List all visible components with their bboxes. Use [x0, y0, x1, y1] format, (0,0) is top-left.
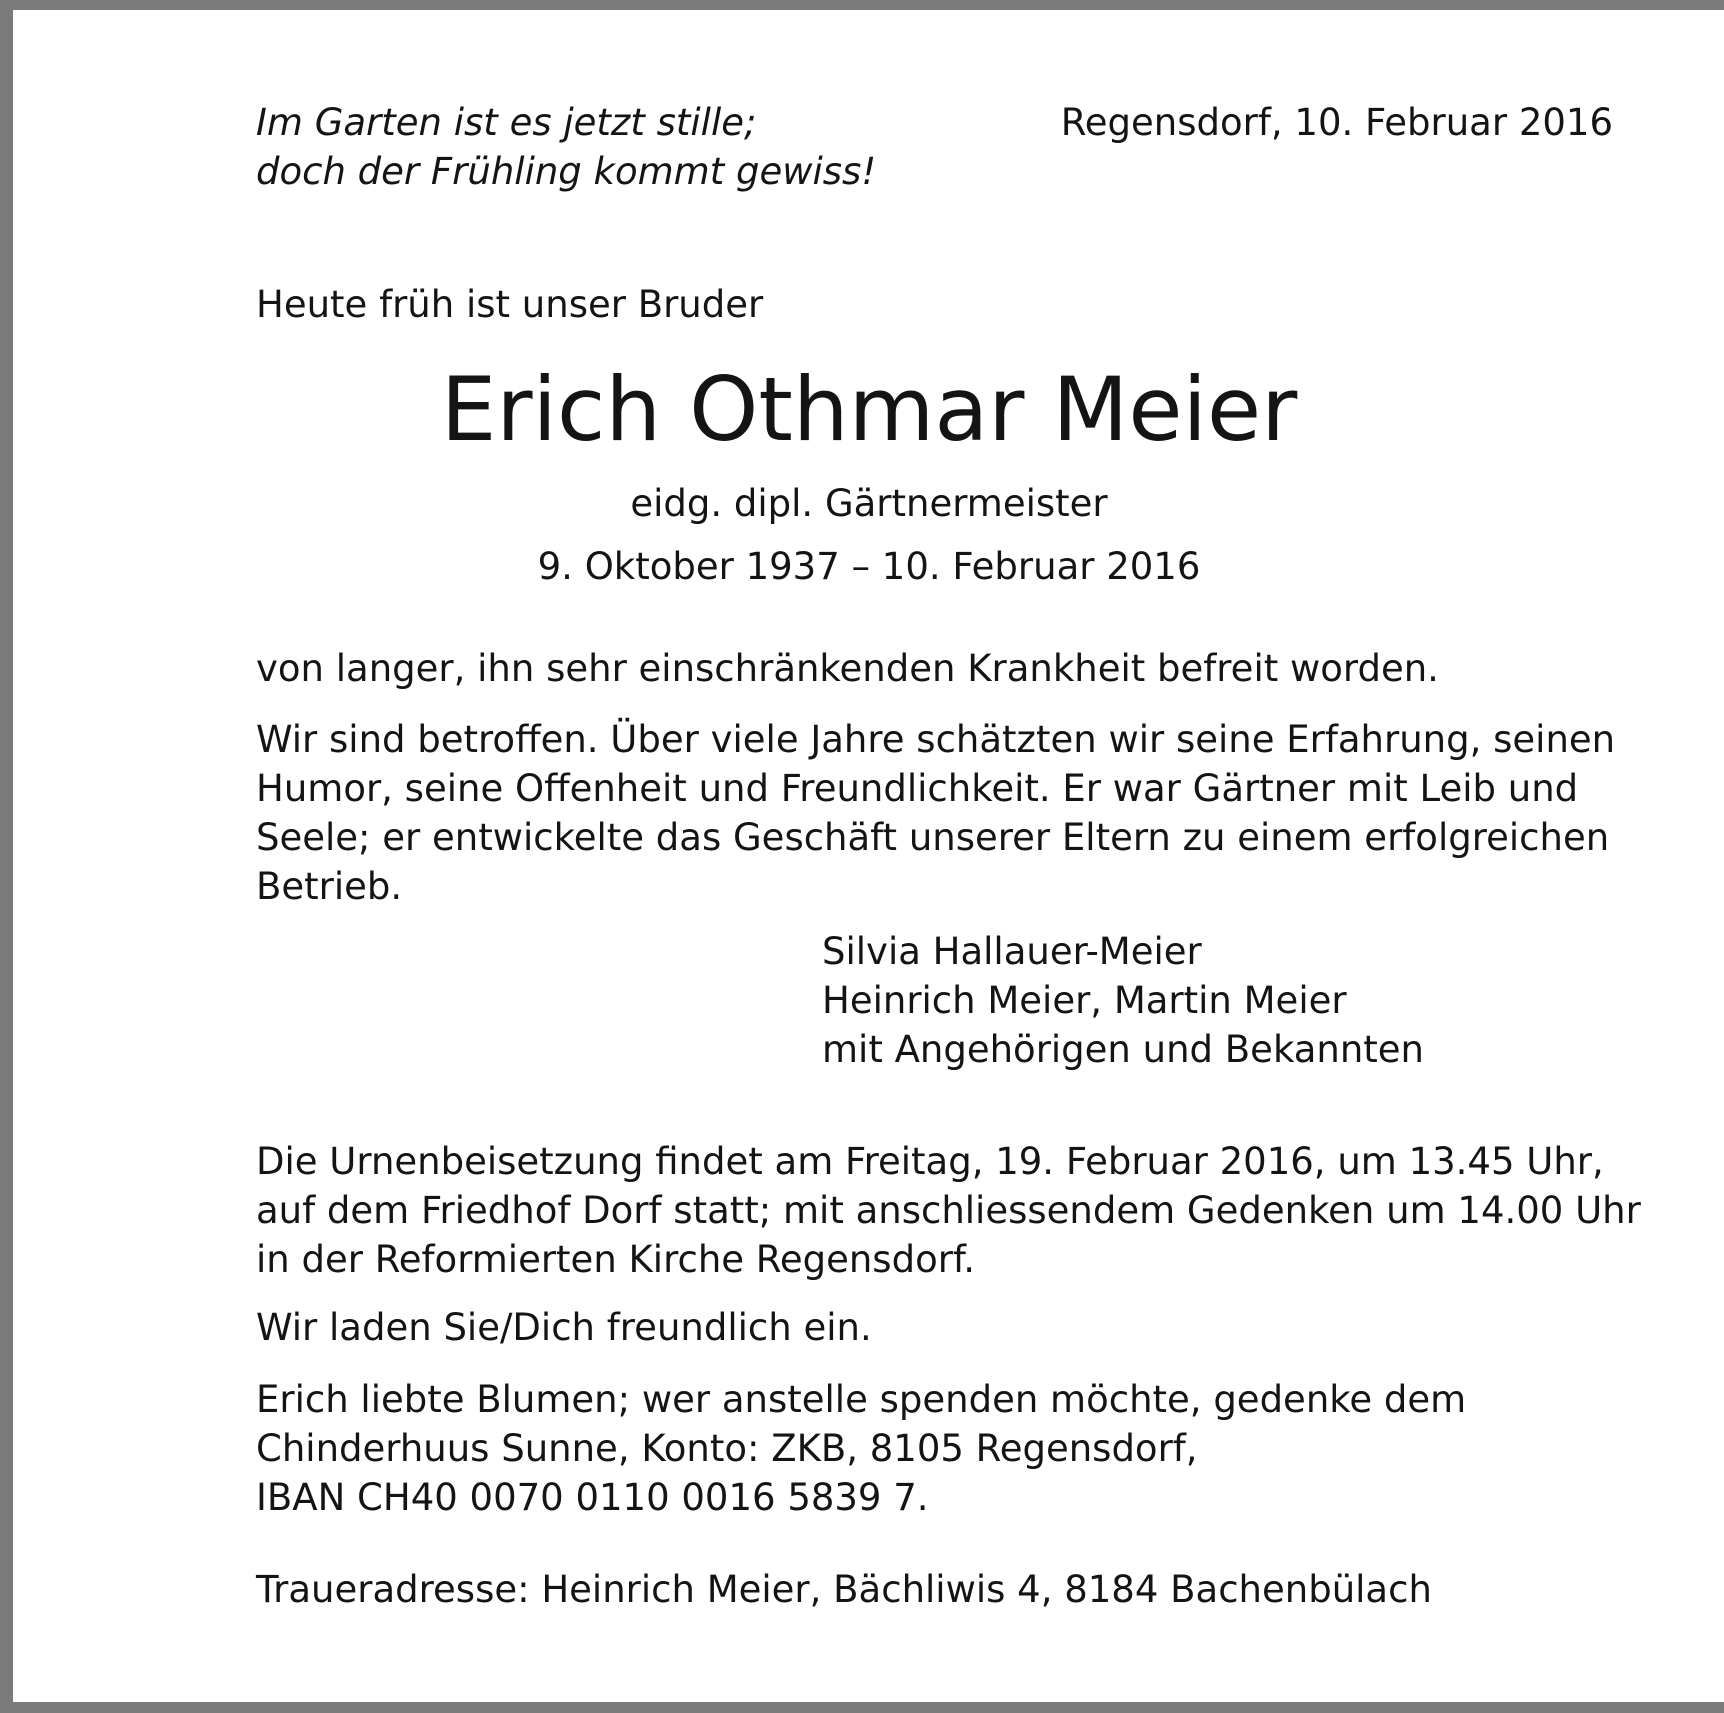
paragraph-line: Seele; er entwickelte das Geschäft unserer Eltern zu einem erfolgreichen: [256, 816, 1610, 859]
donation-line: Erich liebte Blumen; wer anstelle spenden möchte, gedenke dem: [256, 1378, 1467, 1421]
body-line-1: von langer, ihn sehr einschränkenden Krankheit befreit worden.: [256, 647, 1439, 690]
deceased-name: Erich Othmar Meier: [440, 358, 1298, 461]
deceased-profession: eidg. dipl. Gärtnermeister: [630, 482, 1108, 525]
mourner-line: mit Angehörigen und Bekannten: [822, 1028, 1425, 1071]
invitation-text: Wir laden Sie/Dich freundlich ein.: [256, 1306, 872, 1349]
paragraph-line: Wir sind betroffen. Über viele Jahre schätzten wir seine Erfahrung, seinen: [256, 718, 1616, 761]
donation-line: Chinderhuus Sunne, Konto: ZKB, 8105 Regensdorf,: [256, 1427, 1198, 1470]
paragraph-line: Humor, seine Offenheit und Freundlichkeit. Er war Gärtner mit Leib und: [256, 767, 1579, 810]
mourner-line: Silvia Hallauer-Meier: [822, 930, 1202, 973]
donation-line: IBAN CH40 0070 0110 0016 5839 7.: [256, 1476, 929, 1519]
obituary-page: [13, 10, 1724, 1702]
deceased-dates: 9. Oktober 1937 – 10. Februar 2016: [537, 545, 1201, 588]
motto-line-2: doch der Frühling kommt gewiss!: [256, 150, 877, 193]
ceremony-line: Die Urnenbeisetzung findet am Freitag, 19. Februar 2016, um 13.45 Uhr,: [256, 1140, 1604, 1183]
paragraph-line: Betrieb.: [256, 865, 403, 908]
mourning-address: Traueradresse: Heinrich Meier, Bächliwis 4, 8184 Bachenbülach: [256, 1568, 1432, 1611]
ceremony-line: auf dem Friedhof Dorf statt; mit anschliessendem Gedenken um 14.00 Uhr: [256, 1189, 1641, 1232]
ceremony-line: in der Reformierten Kirche Regensdorf.: [256, 1238, 976, 1281]
place-date: Regensdorf, 10. Februar 2016: [1060, 101, 1613, 144]
intro-text: Heute früh ist unser Bruder: [256, 283, 764, 326]
motto-line-1: Im Garten ist es jetzt stille;: [256, 101, 757, 144]
mourner-line: Heinrich Meier, Martin Meier: [822, 979, 1347, 1022]
